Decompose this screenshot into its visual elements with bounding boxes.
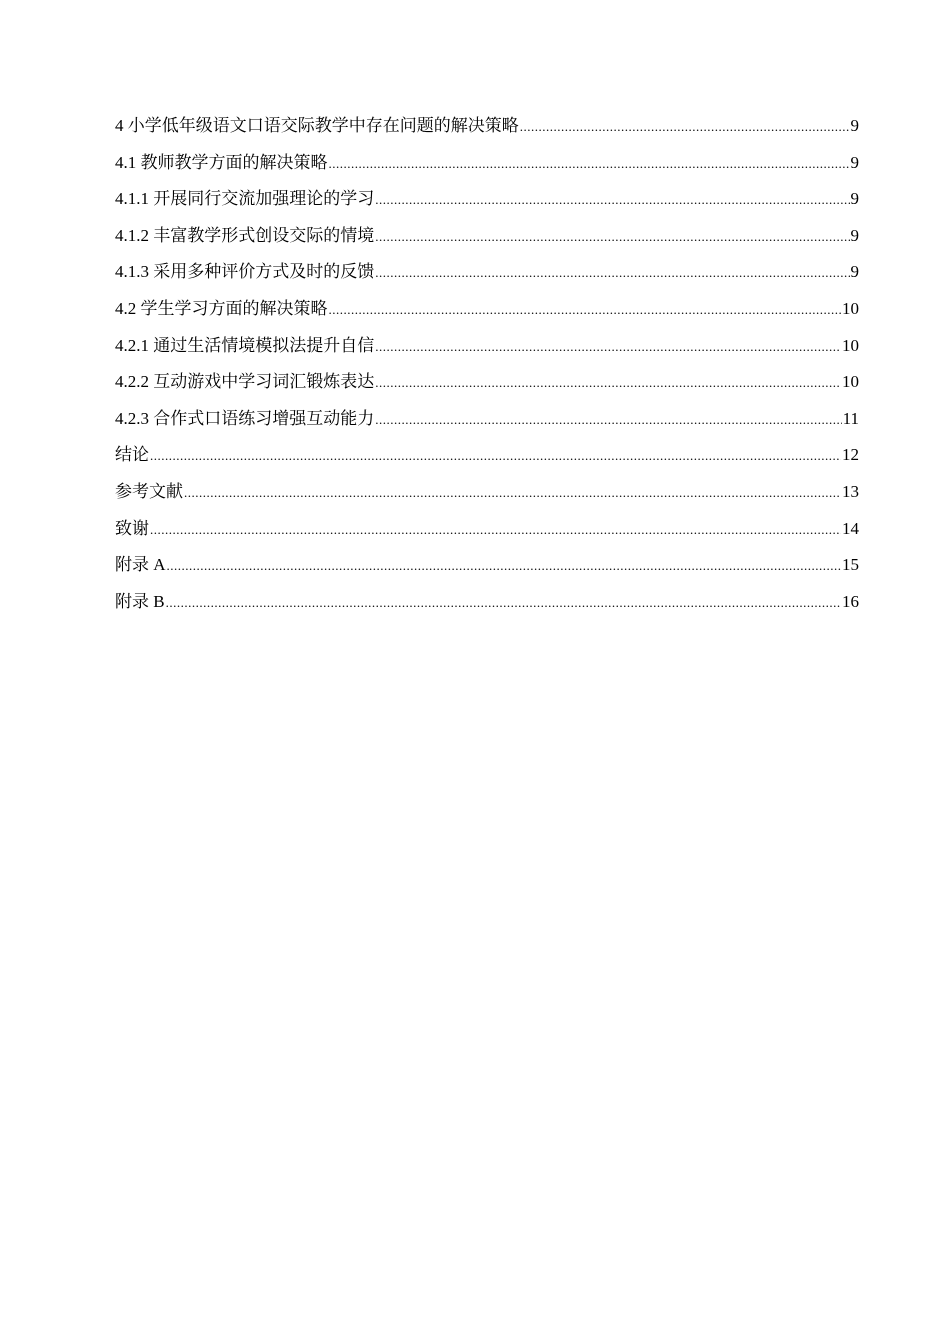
toc-entry-4-2-1[interactable] — [115, 333, 859, 370]
toc-dot-leader — [375, 260, 849, 286]
toc-entry-4-2-2[interactable] — [115, 369, 859, 406]
toc-entry-title: 结论 — [115, 445, 149, 465]
toc-entry-title: 4.1.2 丰富教学形式创设交际的情境 — [115, 225, 375, 245]
toc-entry-title: 4.2.2 互动游戏中学习词汇锻炼表达 — [115, 372, 375, 392]
toc-entry-conclusion[interactable] — [115, 442, 859, 479]
toc-page-number: 9 — [850, 152, 859, 172]
toc-entry-title: 4.2.3 合作式口语练习增强互动能力 — [115, 408, 375, 428]
toc-dot-leader — [375, 224, 849, 250]
toc-entry-4-1-2[interactable] — [115, 223, 859, 260]
toc-entry-title: 4.1.3 采用多种评价方式及时的反馈 — [115, 262, 375, 282]
toc-page-number: 16 — [842, 591, 859, 611]
toc-page-number: 10 — [842, 335, 859, 355]
toc-entry-title: 附录 B — [115, 591, 165, 611]
toc-page-number: 11 — [842, 408, 859, 428]
toc-page-number: 10 — [842, 298, 859, 318]
toc-entry-title: 4.1.1 开展同行交流加强理论的学习 — [115, 189, 375, 209]
toc-entry-acknowledgements[interactable] — [115, 516, 859, 553]
toc-entry-appendix-a[interactable] — [115, 552, 859, 589]
toc-entry-4-1[interactable] — [115, 150, 859, 187]
toc-entry-appendix-b[interactable] — [115, 589, 859, 626]
toc-dot-leader — [150, 517, 841, 543]
toc-dot-leader — [520, 114, 850, 140]
toc-page-number: 14 — [842, 518, 859, 538]
toc-entry-4[interactable] — [115, 113, 859, 150]
toc-page-number: 9 — [850, 225, 859, 245]
toc-entry-title: 4.1 教师教学方面的解决策略 — [115, 152, 328, 172]
toc-dot-leader — [150, 443, 841, 469]
toc-dot-leader — [166, 590, 841, 616]
toc-page-number: 9 — [850, 116, 859, 135]
toc-entry-4-2[interactable] — [115, 296, 859, 333]
toc-dot-leader — [375, 334, 841, 360]
toc-entry-4-1-1[interactable] — [115, 186, 859, 223]
toc-page-number: 12 — [842, 445, 859, 465]
toc-dot-leader — [375, 370, 841, 396]
toc-dot-leader — [329, 151, 850, 177]
toc-entry-title: 附录 A — [115, 555, 166, 575]
toc-entry-references[interactable] — [115, 479, 859, 516]
toc-entry-4-2-3[interactable] — [115, 406, 859, 443]
toc-page-number: 13 — [842, 481, 859, 501]
table-of-contents — [115, 113, 859, 625]
toc-entry-title: 4.2.1 通过生活情境模拟法提升自信 — [115, 335, 375, 355]
toc-page-number: 9 — [850, 262, 859, 282]
toc-page-number: 10 — [842, 372, 859, 392]
toc-dot-leader — [375, 407, 841, 433]
toc-entry-title: 4 小学低年级语文口语交际教学中存在问题的解决策略 — [115, 116, 519, 135]
toc-dot-leader — [329, 297, 842, 323]
toc-dot-leader — [375, 187, 849, 213]
toc-entry-4-1-3[interactable] — [115, 259, 859, 296]
toc-entry-title: 4.2 学生学习方面的解决策略 — [115, 298, 328, 318]
toc-page-number: 15 — [842, 555, 859, 575]
toc-dot-leader — [167, 553, 841, 579]
toc-entry-title: 致谢 — [115, 518, 149, 538]
toc-page-number: 9 — [850, 189, 859, 209]
toc-dot-leader — [184, 480, 841, 506]
toc-entry-title: 参考文献 — [115, 481, 183, 501]
